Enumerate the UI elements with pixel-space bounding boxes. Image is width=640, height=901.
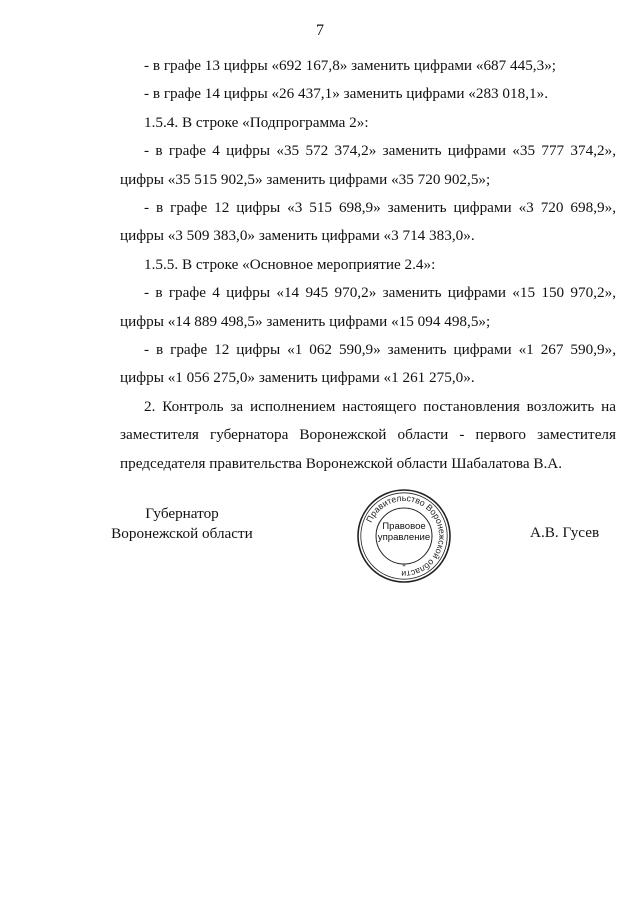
paragraph-line: - в графе 12 цифры «3 515 698,9» заменить цифрами «3 720 698,9»,	[144, 199, 616, 217]
paragraph-graph13: - в графе 13 цифры «692 167,8» заменить цифрами «687 445,3»;	[144, 57, 557, 74]
paragraph-line: заместителя губернатора Воронежской области - первого заместителя	[120, 426, 616, 444]
paragraph-control-clause	[120, 393, 616, 478]
paragraph-1-5-5-graph12	[120, 336, 616, 393]
position-title: Губернатор	[145, 505, 219, 522]
paragraph-1-5-5-graph4	[120, 279, 616, 336]
seal-ring-text: Правительство Воронежской области	[364, 492, 448, 580]
paragraph-line: - в графе 4 цифры «35 572 374,2» заменить цифрами «35 777 374,2»,	[144, 142, 616, 160]
paragraph-1-5-4-graph12	[120, 194, 616, 251]
signatory-name: А.В. Гусев	[530, 524, 600, 541]
official-seal	[356, 488, 452, 584]
position-region: Воронежской области	[111, 525, 253, 542]
svg-text:*: *	[402, 563, 406, 571]
paragraph-line: цифры «3 509 383,0» заменить цифрами «3 714 383,0».	[120, 227, 475, 245]
document-body	[120, 52, 616, 478]
seal-center-line1: Правовое	[382, 521, 426, 532]
paragraph-line: - в графе 4 цифры «14 945 970,2» заменить цифрами «15 150 970,2»,	[144, 284, 616, 302]
paragraph-1-5-4-graph4	[120, 137, 616, 194]
paragraph-line: цифры «14 889 498,5» заменить цифрами «15 094 498,5»;	[120, 312, 491, 330]
paragraph-1-5-5-heading: 1.5.5. В строке «Основное мероприятие 2.4»:	[144, 255, 436, 273]
paragraph-line: - в графе 12 цифры «1 062 590,9» заменить цифрами «1 267 590,9»,	[144, 341, 616, 359]
page-number: 7	[316, 22, 324, 39]
paragraph-line: 2. Контроль за исполнением настоящего постановления возложить на	[144, 397, 616, 415]
seal-center-line2: управление	[377, 532, 431, 543]
signatory-position	[108, 504, 256, 544]
paragraph-line: цифры «35 515 902,5» заменить цифрами «35 720 902,5»;	[120, 170, 491, 188]
paragraph-graph14: - в графе 14 цифры «26 437,1» заменить цифрами «283 018,1».	[144, 85, 548, 103]
paragraph-line: цифры «1 056 275,0» заменить цифрами «1 261 275,0».	[120, 369, 475, 387]
paragraph-line: председателя правительства Воронежской области Шабалатова В.А.	[120, 454, 563, 472]
seal-center-text	[356, 521, 452, 543]
paragraph-1-5-4-heading: 1.5.4. В строке «Подпрограмма 2»:	[144, 113, 369, 131]
